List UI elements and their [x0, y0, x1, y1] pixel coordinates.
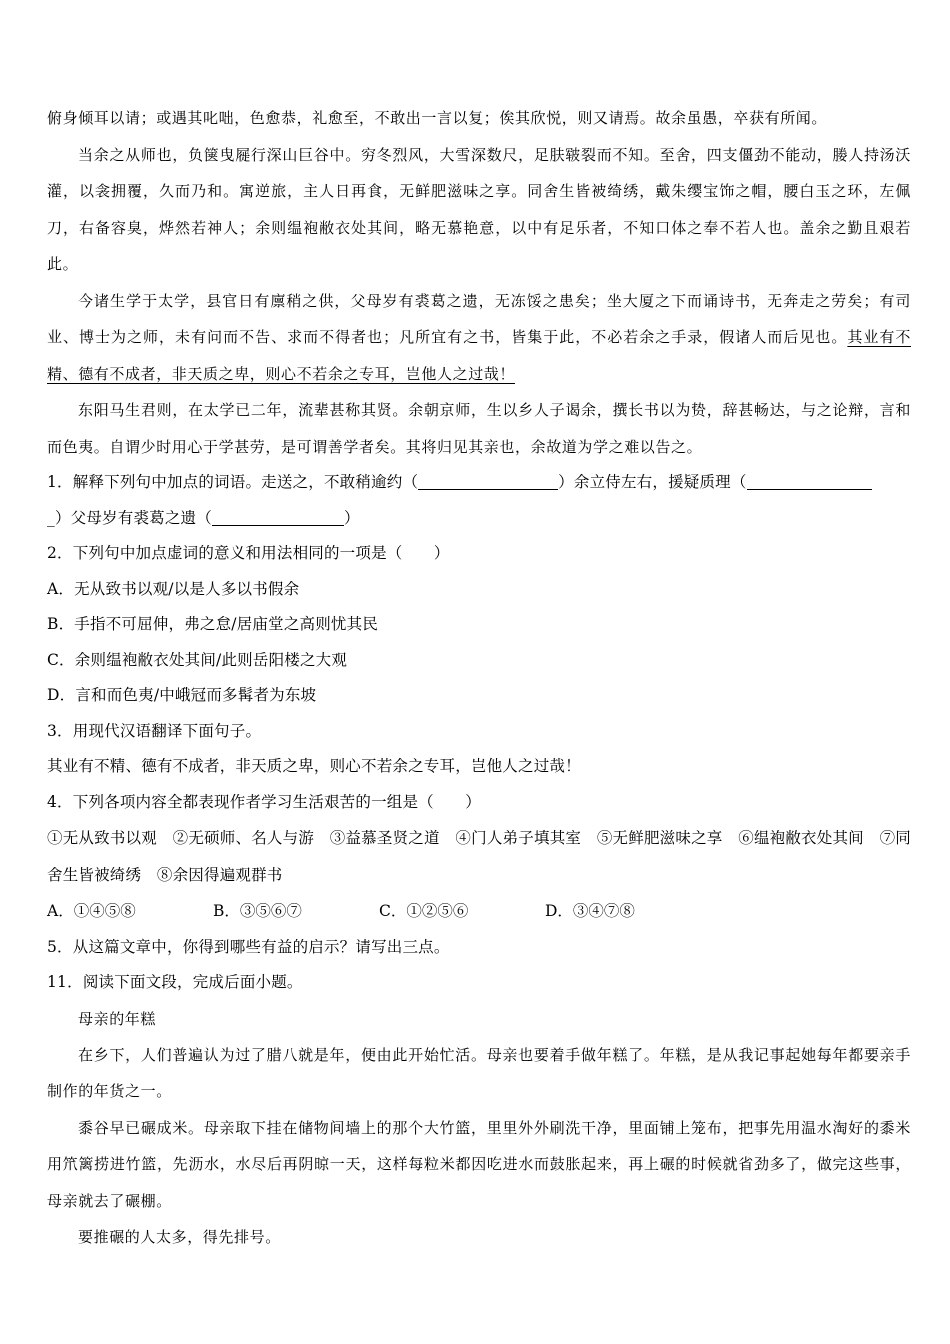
document-page — [47, 100, 911, 1256]
answer-blank-1[interactable] — [418, 474, 558, 491]
passage-paragraph-3 — [47, 283, 911, 393]
question-2-option-d[interactable]: D．言和而色夷/中峨冠而多髯者为东坡 — [47, 686, 317, 704]
question-1-part-d: ） — [343, 508, 360, 527]
question-4-option-b[interactable]: B．③⑤⑥⑦ — [213, 902, 302, 920]
question-1-part-b: ）余立侍左右，援疑质理（ — [558, 473, 747, 491]
question-3-sentence: 其业有不精、德有不成者，非天质之卑，则心不若余之专耳，岂他人之过哉！ — [47, 757, 581, 775]
question-4-option-d[interactable]: D．③④⑦⑧ — [545, 902, 635, 920]
answer-blank-2[interactable] — [747, 474, 872, 491]
essay-paragraph-3: 要推碾的人太多，得先排号。 — [78, 1228, 281, 1246]
question-2-option-a[interactable]: A．无从致书以观/以是人多以书假余 — [47, 579, 300, 598]
question-2: 2．下列句中加点虚词的意义和用法相同的一项是（ ） — [47, 544, 450, 562]
question-4-items: ①无从致书以观 ②无硕师、名人与游 ③益慕圣贤之道 ④门人弟子填其室 ⑤无鲜肥滋味之享 ⑥缊袍敝衣处其间 ⑦同舍生皆被绮绣 ⑧余因得遍观群书 — [47, 829, 911, 884]
essay-title: 母亲的年糕 — [78, 1009, 157, 1028]
question-4-option-c[interactable]: C．①②⑤⑥ — [379, 902, 469, 920]
question-1-part-a: 1．解释下列句中加点的词语。走送之，不敢稍逾约（ — [47, 473, 419, 491]
answer-blank-3[interactable] — [212, 509, 344, 526]
passage-paragraph-1: 俯身倾耳以请；或遇其叱咄，色愈恭，礼愈至，不敢出一言以复；俟其欣悦，则又请焉。故余虽愚，卒获有所闻。 — [47, 109, 828, 127]
question-4-option-a[interactable]: A．①④⑤⑧ — [47, 902, 136, 920]
essay-paragraph-1: 在乡下，人们普遍认为过了腊八就是年，便由此开始忙活。母亲也要着手做年糕了。年糕，是从我记事起她每年都要亲手制作的年货之一。 — [47, 1045, 911, 1100]
passage-underlined-sentence: 其业有不精、德有不成者，非天质之卑，则心不若余之专耳，岂他人之过哉！ — [47, 328, 911, 383]
essay-paragraph-2: 黍谷早已碾成米。母亲取下挂在储物间墙上的那个大竹篮，里里外外刷洗干净，里面铺上笼布，把事先用温水淘好的黍米用笊篱捞进竹篮，先沥水，水尽后再阴晾一天，这样每粒米都因吃进水而鼓胀起来，再上碾的时候就省劲多了，做完这些事，母亲就去了碾棚。 — [47, 1118, 911, 1210]
passage-paragraph-3-text: 今诸生学于太学，县官日有廪稍之供，父母岁有裘葛之遗，无冻馁之患矣；坐大厦之下而诵诗书，无奔走之劳矣；有司业、博士为之师，未有问而不告、求而不得者也；凡所宜有之书，皆集于此，不必若余之手录，假诸人而后见也。 — [47, 291, 911, 346]
question-4: 4．下列各项内容全都表现作者学习生活艰苦的一组是（ ） — [47, 792, 481, 811]
question-4-options — [47, 894, 911, 930]
passage-paragraph-2: 当余之从师也，负箧曳屣行深山巨谷中。穷冬烈风，大雪深数尺，足肤皲裂而不知。至舍，四支僵劲不能动，媵人持汤沃灌，以衾拥覆，久而乃和。寓逆旅，主人日再食，无鲜肥滋味之享。同舍生皆被绮绣，戴朱缨宝饰之帽，腰白玉之环，左佩刀，右备容臭，烨然若神人；余则缊袍敝衣处其间，略无慕艳意，以中有足乐者，不知口体之奉不若人也。盖余之勤且艰若此。 — [47, 145, 911, 273]
question-1 — [47, 465, 911, 501]
question-1-part-c: _）父母岁有裘葛之遗（ — [47, 508, 212, 527]
question-2-option-c[interactable]: C．余则缊袍敝衣处其间/此则岳阳楼之大观 — [47, 650, 348, 669]
question-3: 3．用现代汉语翻译下面句子。 — [47, 721, 262, 740]
passage-paragraph-4: 东阳马生君则，在太学已二年，流辈甚称其贤。余朝京师，生以乡人子谒余，撰长书以为贽，辞甚畅达，与之论辩，言和而色夷。自谓少时用心于学甚劳，是可谓善学者矣。其将归见其亲也，余故道为学之难以告之。 — [47, 401, 911, 456]
question-2-option-b[interactable]: B．手指不可屈伸，弗之怠/居庙堂之高则忧其民 — [47, 615, 379, 633]
question-11: 11．阅读下面文段，完成后面小题。 — [47, 973, 303, 991]
question-1-continued — [47, 501, 911, 537]
question-5: 5．从这篇文章中，你得到哪些有益的启示？请写出三点。 — [47, 937, 450, 956]
